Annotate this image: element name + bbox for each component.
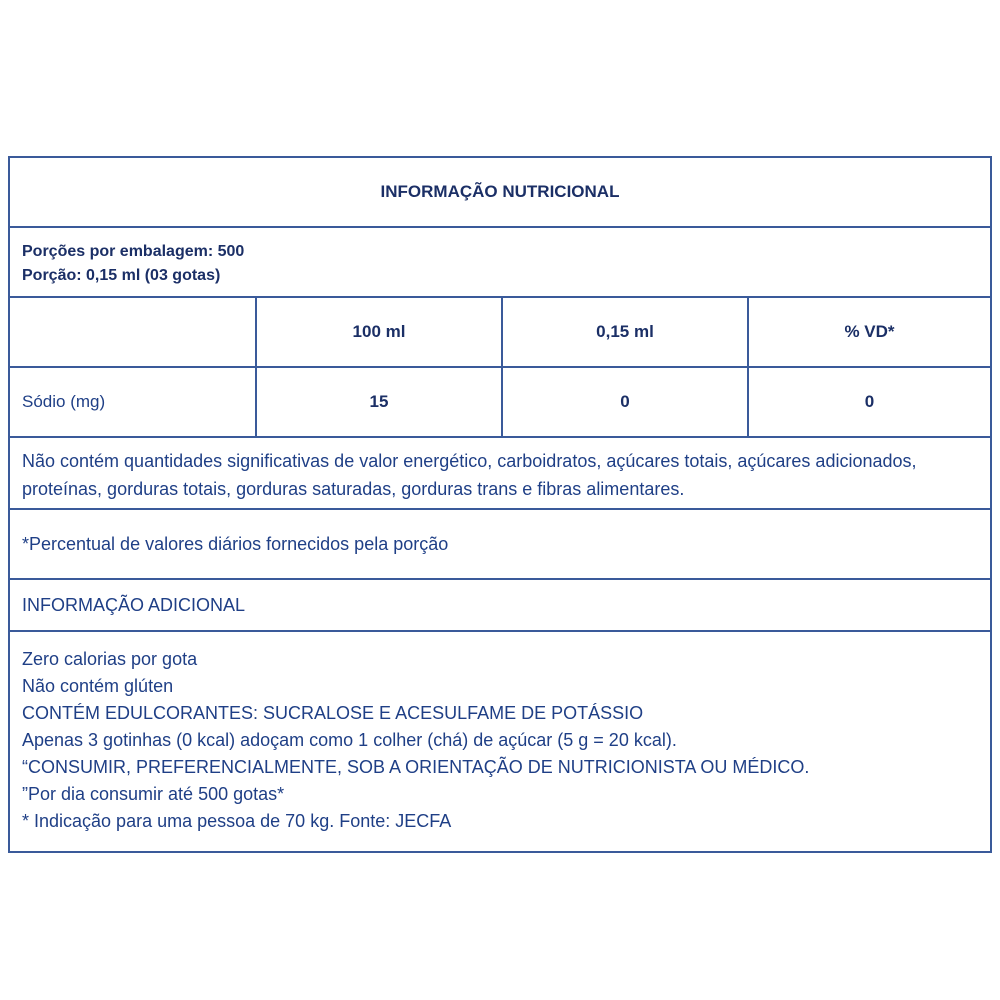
list-item: Zero calorias por gota [22, 649, 198, 669]
portion-info [10, 228, 990, 298]
column-header-row [10, 298, 990, 368]
list-item: Apenas 3 gotinhas (0 kcal) adoçam como 1 colher (chá) de açúcar (5 g = 20 kcal). [22, 730, 677, 750]
list-item: Não contém glúten [22, 676, 174, 696]
table-title: INFORMAÇÃO NUTRICIONAL [380, 182, 620, 201]
column-header-100ml: 100 ml [255, 298, 501, 366]
vd-footnote-text: *Percentual de valores diários fornecidos pela porção [22, 534, 449, 554]
list-item: “CONSUMIR, PREFERENCIALMENTE, SOB A ORIENTAÇÃO DE NUTRICIONISTA OU MÉDICO. [22, 757, 810, 777]
column-header-vd: % VD* [747, 298, 990, 366]
column-header-portion: 0,15 ml [501, 298, 747, 366]
additional-info-title: INFORMAÇÃO ADICIONAL [22, 595, 246, 615]
list-item: CONTÉM EDULCORANTES: SUCRALOSE E ACESULFAME DE POTÁSSIO [22, 703, 644, 723]
nutrient-name: Sódio (mg) [22, 392, 106, 411]
portion-size: Porção: 0,15 ml (03 gotas) [22, 267, 221, 284]
nutrient-per-portion: 0 [501, 368, 747, 436]
insignificant-quantities-notice: Não contém quantidades significativas de valor energético, carboidratos, açúcares totais, açúcares adicionados, proteínas, gorduras totais, gorduras saturadas, gorduras trans e fibras alimentares. [10, 438, 990, 510]
additional-info-body [10, 632, 990, 851]
portions-per-package: Porções por embalagem: 500 [22, 243, 245, 260]
list-item: * Indicação para uma pessoa de 70 kg. Fonte: JECFA [22, 811, 452, 831]
table-row [10, 368, 990, 438]
list-item: ”Por dia consumir até 500 gotas* [22, 784, 285, 804]
nutrient-per-100ml: 15 [255, 368, 501, 436]
additional-info-header [10, 580, 990, 632]
nutrient-vd: 0 [747, 368, 990, 436]
column-header-empty [10, 298, 255, 366]
nutrition-facts-table [8, 156, 992, 853]
title-row [10, 158, 990, 228]
vd-footnote [10, 510, 990, 580]
